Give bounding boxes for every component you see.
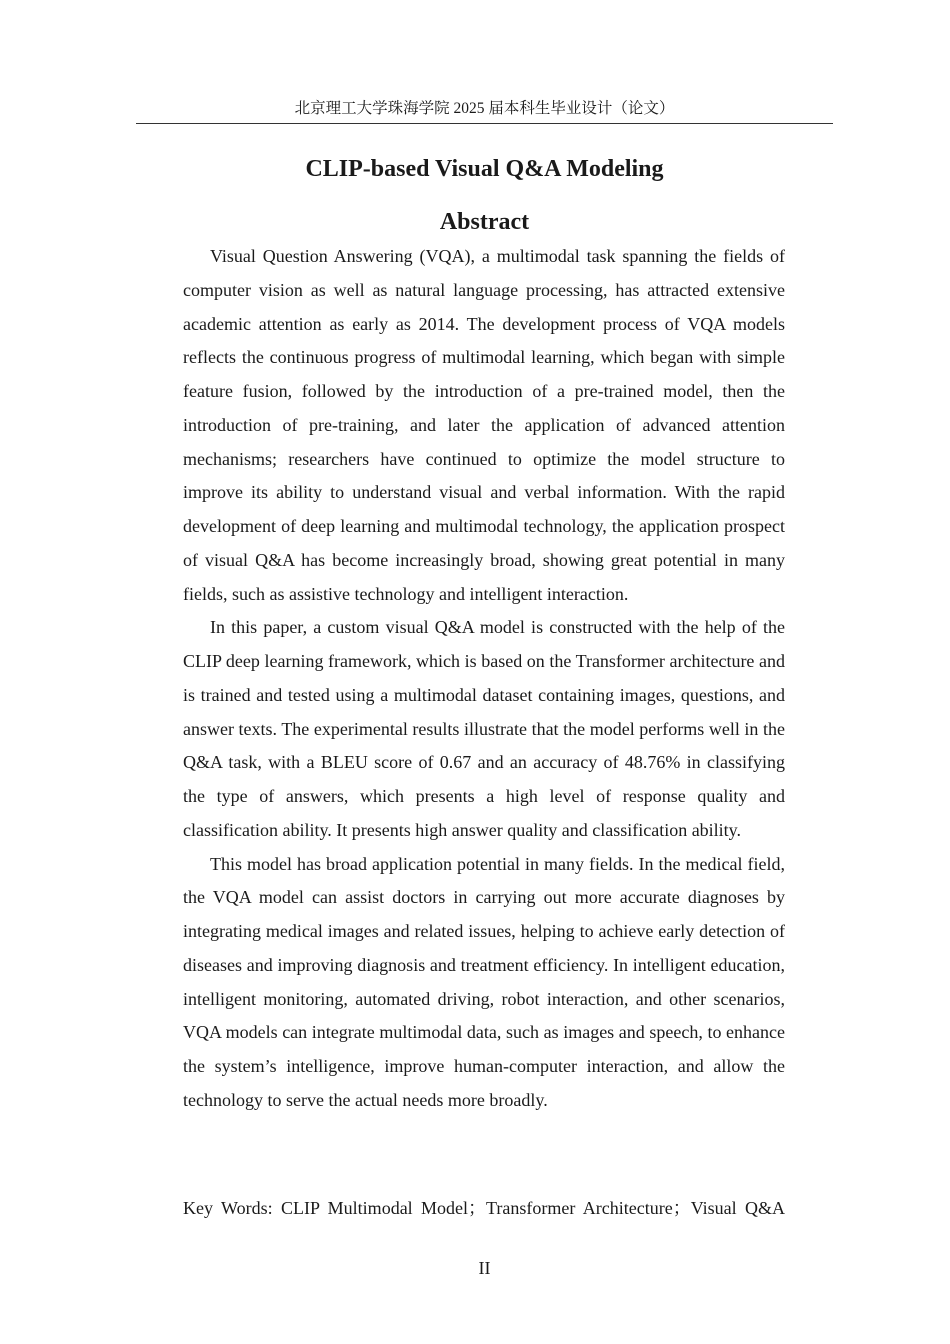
keyword-3: Visual Q&A [690, 1198, 785, 1218]
abstract-body [183, 240, 785, 1118]
keyword-separator: ； [672, 1198, 691, 1218]
abstract-heading: Abstract [439, 209, 530, 235]
keywords-label: Key Words: [183, 1198, 273, 1218]
abstract-paragraph-3: This model has broad application potential in many fields. In the medical field, the VQA model can assist doctors in carrying out more accurate diagnoses by integrating medical images and related issues, helping to achieve early detection of diseases and improving diagnosis and treatment efficiency. In intelligent education, intelligent monitoring, automated driving, robot interaction, and other scenarios, VQA models can integrate multimodal data, such as images and speech, to enhance the system’s intelligence, improve human-computer interaction, and allow the technology to serve the actual needs more broadly. [183, 853, 785, 1110]
abstract-paragraph-2: In this paper, a custom visual Q&A model is constructed with the help of the CLIP deep learning framework, which is based on the Transformer architecture and is trained and tested using a multimodal dataset containing images, questions, and answer texts. The experimental results illustrate that the model performs well in the Q&A task, with a BLEU score of 0.67 and an accuracy of 48.76% in classifying the type of answers, which presents a high level of response quality and classification ability. It presents high answer quality and classification ability. [183, 617, 785, 840]
keywords-line [183, 1193, 785, 1223]
header-divider [136, 123, 833, 124]
keyword-2: Transformer Architecture [486, 1198, 673, 1218]
thesis-title: CLIP-based Visual Q&A Modeling [305, 156, 664, 182]
keyword-separator: ； [468, 1198, 487, 1218]
page-number: II [478, 1258, 491, 1278]
running-header: 北京理工大学珠海学院 2025 届本科生毕业设计（论文） [294, 100, 675, 117]
abstract-paragraph-1: Visual Question Answering (VQA), a multimodal task spanning the fields of computer vision as well as natural language processing, has attracted extensive academic attention as early as 2014. The development process of VQA models reflects the continuous progress of multimodal learning, which began with simple feature fusion, followed by the introduction of a pre-trained model, then the introduction of pre-training, and later the application of advanced attention mechanisms; researchers have continued to optimize the model structure to improve its ability to understand visual and verbal information. With the rapid development of deep learning and multimodal technology, the application prospect of visual Q&A has become increasingly broad, showing great potential in many fields, such as assistive technology and intelligent interaction. [183, 246, 785, 604]
keyword-1: CLIP Multimodal Model [280, 1198, 469, 1218]
